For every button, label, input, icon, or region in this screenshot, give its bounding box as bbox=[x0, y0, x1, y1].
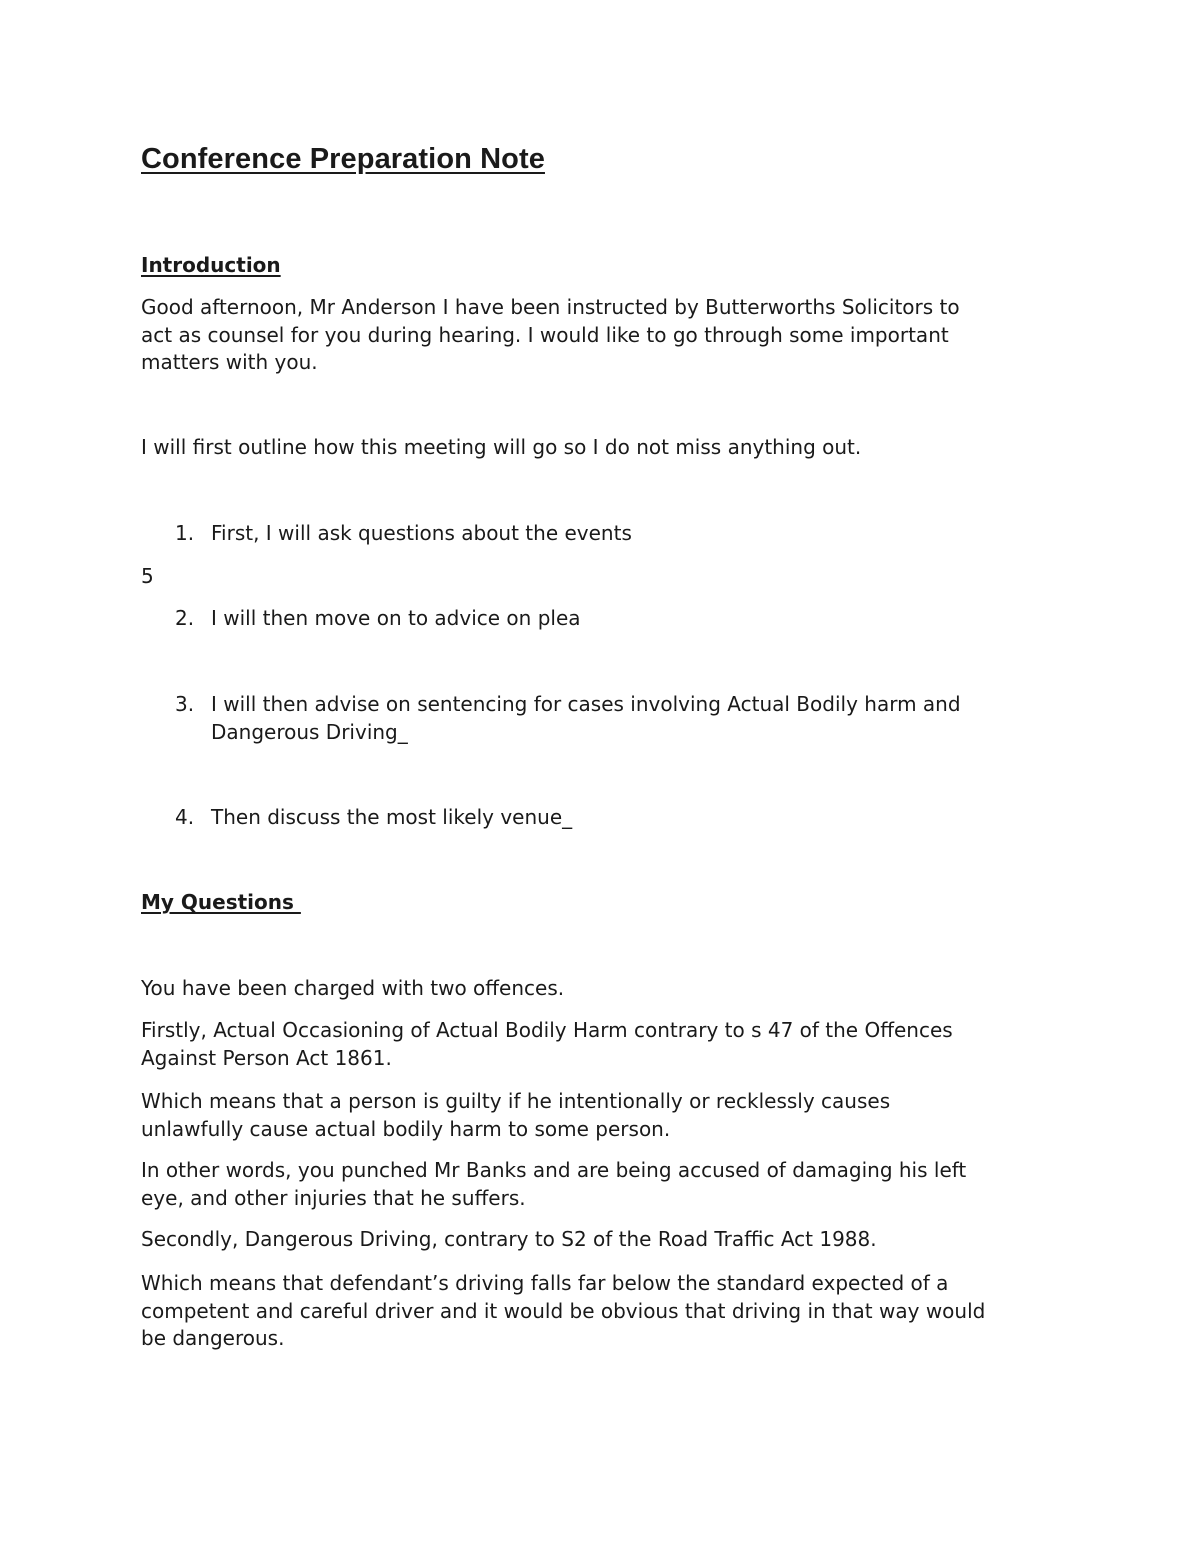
list-number: 4. bbox=[175, 805, 195, 829]
text-line: be dangerous. bbox=[141, 1326, 285, 1350]
questions-paragraph bbox=[141, 1088, 890, 1143]
text-line: eye, and other injuries that he suffers. bbox=[141, 1185, 526, 1210]
list-text: First, I will ask questions about the events bbox=[211, 521, 632, 545]
text-line: Which means that a person is guilty if he intentionally or recklessly causes bbox=[141, 1089, 891, 1113]
text-line: unlawfully cause actual bodily harm to some person. bbox=[141, 1116, 671, 1141]
questions-heading: My Questions bbox=[141, 890, 301, 914]
list-text: I will then advise on sentencing for cases involving Actual Bodily harm and bbox=[211, 692, 961, 716]
questions-paragraph bbox=[141, 975, 564, 1003]
list-number: 2. bbox=[175, 606, 195, 630]
text-line: act as counsel for you during hearing. I would like to go through some important bbox=[141, 322, 949, 347]
outline-paragraph: I will first outline how this meeting will go so I do not miss anything out. bbox=[141, 435, 862, 459]
text-line: You have been charged with two offences. bbox=[141, 976, 565, 1000]
questions-paragraph bbox=[141, 1226, 877, 1254]
list-text: Dangerous Driving_ bbox=[211, 719, 408, 744]
introduction-heading: Introduction bbox=[141, 253, 281, 277]
list-text: Then discuss the most likely venue_ bbox=[211, 805, 573, 829]
text-line: competent and careful driver and it would be obvious that driving in that way would bbox=[141, 1298, 986, 1323]
text-line: In other words, you punched Mr Banks and are being accused of damaging his left bbox=[141, 1158, 967, 1182]
questions-paragraph bbox=[141, 1270, 985, 1353]
list-number: 1. bbox=[175, 521, 195, 545]
introduction-paragraph bbox=[141, 294, 960, 377]
text-line: Against Person Act 1861. bbox=[141, 1045, 392, 1070]
questions-paragraph bbox=[141, 1157, 966, 1212]
list-text: I will then move on to advice on plea bbox=[211, 606, 581, 630]
text-line: Secondly, Dangerous Driving, contrary to S2 of the Road Traffic Act 1988. bbox=[141, 1227, 877, 1251]
text-line: Firstly, Actual Occasioning of Actual Bodily Harm contrary to s 47 of the Offences bbox=[141, 1018, 953, 1042]
questions-paragraph bbox=[141, 1017, 953, 1072]
list-number: 3. bbox=[175, 692, 195, 716]
text-line: Good afternoon, Mr Anderson I have been instructed by Butterworths Solicitors to bbox=[141, 295, 960, 319]
text-line: matters with you. bbox=[141, 350, 318, 374]
stray-number: 5 bbox=[141, 564, 154, 588]
text-line: Which means that defendant’s driving falls far below the standard expected of a bbox=[141, 1271, 949, 1295]
document-title: Conference Preparation Note bbox=[141, 143, 545, 175]
